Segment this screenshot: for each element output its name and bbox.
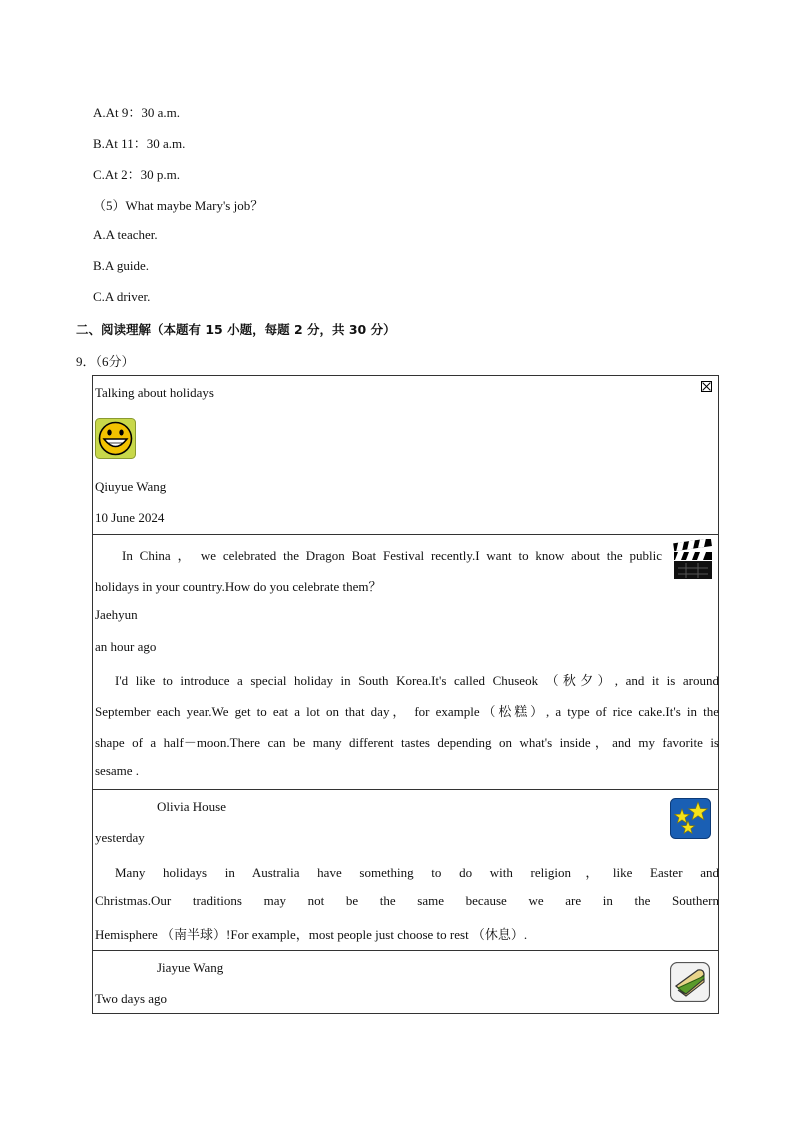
reply-author: Olivia House: [157, 799, 226, 814]
reply-time: yesterday: [95, 830, 145, 845]
q5-option-a: A.A teacher.: [93, 227, 158, 242]
post-body-line: In China ， we celebrated the Dragon Boat Festival recently.I want to know about the public: [122, 548, 662, 563]
divider: [93, 950, 718, 951]
q4-option-b: B.At 11：30 a.m.: [93, 136, 186, 151]
q4-option-a: A.At 9：30 a.m.: [93, 105, 181, 120]
post-author: Qiuyue Wang: [95, 479, 167, 494]
reply-author: Jaehyun: [95, 607, 138, 622]
forum-panel: [92, 375, 719, 1014]
q5-option-c: C.A driver.: [93, 289, 151, 304]
close-icon[interactable]: [701, 381, 712, 392]
q4-option-c: C.At 2：30 p.m.: [93, 167, 181, 182]
q5-option-b: B.A guide.: [93, 258, 149, 273]
reply-body-line: I'd like to introduce a special holiday in South Korea.It's called Chuseok （秋夕）, and it is around: [115, 673, 719, 688]
reply-body-line: shape of a half－moon.There can be many different tastes depending on what's inside，and my favorite is: [95, 735, 719, 750]
reply-time: Two days ago: [95, 991, 168, 1006]
clapperboard-icon: [672, 539, 714, 581]
forum-title: Talking about holidays: [95, 385, 214, 400]
post-body-line: holidays in your country.How do you celebrate them？: [95, 579, 382, 594]
divider: [93, 789, 718, 790]
post-date: 10 June 2024: [95, 510, 165, 525]
section-heading: 二、阅读理解（本题有 15 小题，每题 2 分，共 30 分）: [76, 322, 396, 337]
reply-body-line: September each year.We get to eat a lot on that day， for example（松糕）, a type of rice cake.It's in the: [95, 704, 719, 719]
reply-body-line: Christmas.Our traditions may not be the same because we are in the Southern: [95, 893, 719, 908]
reply-body-line: sesame .: [95, 763, 140, 778]
smiley-icon: [95, 418, 136, 459]
reply-time: an hour ago: [95, 639, 157, 654]
q5-stem: （5）What maybe Mary's job？: [93, 198, 264, 213]
sandwich-icon: [670, 962, 710, 1002]
reply-author: Jiayue Wang: [157, 960, 224, 975]
stars-icon: [670, 798, 711, 839]
divider: [93, 534, 718, 535]
reply-body-line: Hemisphere （南半球）!For example，most people just choose to rest （休息）.: [95, 927, 528, 942]
reply-body-line: Many holidays in Australia have something to do with religion，like Easter and: [115, 865, 719, 880]
question-9-label: 9．（6分）: [76, 354, 135, 369]
